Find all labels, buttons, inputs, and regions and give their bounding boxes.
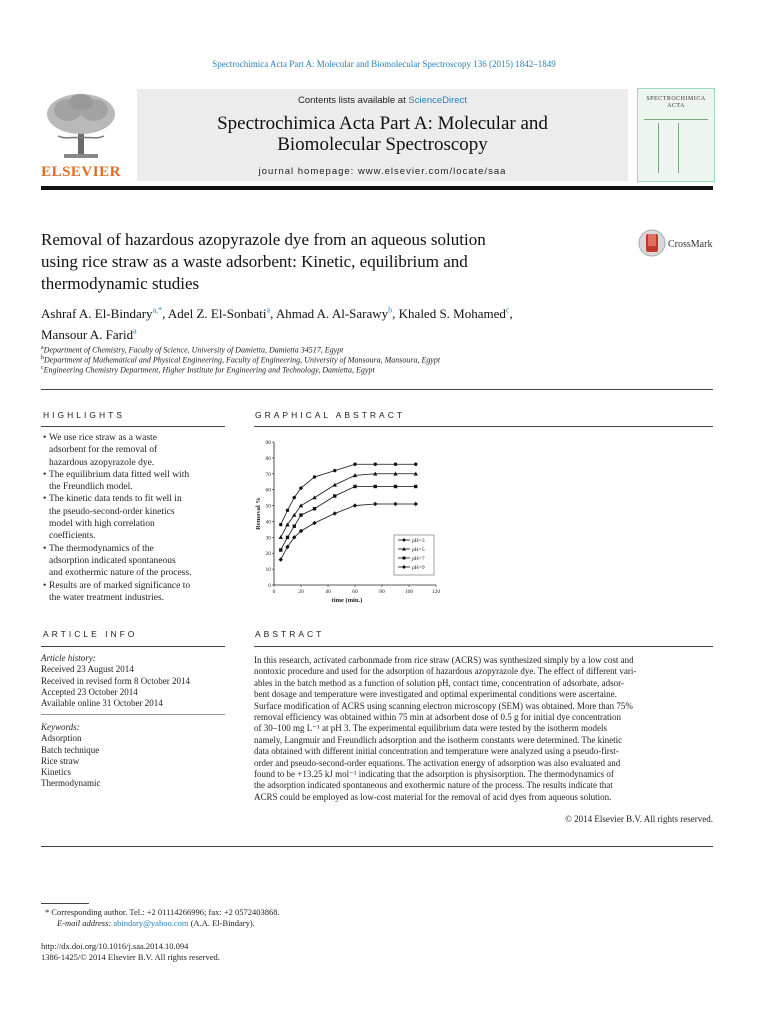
keyword: Adsorption	[41, 733, 82, 744]
data-point-pH=9	[312, 521, 316, 525]
article-history	[41, 653, 231, 709]
y-tick-label: 50	[265, 503, 271, 510]
data-point-pH=7	[279, 548, 282, 551]
corresponding-author-note	[45, 907, 280, 918]
data-point-pH=9	[333, 511, 337, 515]
abstract-line: removal efficiency was obtained within 75 min at adsorbent dose of 0.5 g for initial dye concentration	[254, 712, 621, 723]
email-note	[57, 918, 255, 929]
divider	[254, 646, 713, 647]
title-line-3: thermodynamic studies	[41, 274, 200, 293]
divider	[41, 389, 713, 390]
abstract-line: bent dosage and temperature were investigated and optimal experimental conditions were ascertaine.	[254, 689, 617, 700]
data-point-pH=9	[279, 557, 283, 561]
keyword: Kinetics	[41, 767, 71, 778]
y-tick-label: 70	[265, 471, 271, 478]
keyword: Thermodynamic	[41, 778, 101, 789]
data-point-pH=9	[373, 502, 377, 506]
abstract-line: found to be +13.25 kJ mol⁻¹ indicating that the adsorption is physisorption. The thermodynamics of	[254, 769, 614, 780]
author-5[interactable]	[41, 327, 137, 342]
divider	[41, 714, 225, 715]
abstract-copyright: © 2014 Elsevier B.V. All rights reserved.	[565, 814, 713, 824]
author-list	[41, 302, 641, 343]
highlight-line: the pseudo-second-order kinetics	[49, 506, 175, 517]
author-1[interactable]	[41, 306, 168, 321]
affiliation-mark: b	[41, 355, 44, 361]
abstract-line: order and pseudo-second-order equations. The activation energy of adsorption was also evaluated and	[254, 757, 621, 768]
x-tick-label: 120	[431, 589, 441, 595]
data-point-pH=5	[312, 495, 316, 499]
affiliation-a	[41, 345, 343, 355]
article-info-heading: ARTICLE INFO	[43, 629, 138, 639]
data-point-pH=7	[333, 494, 336, 497]
legend-marker	[403, 557, 406, 560]
data-point-pH=5	[279, 535, 283, 539]
history-item: Received in revised form 8 October 2014	[41, 675, 190, 686]
x-tick-label: 60	[352, 589, 358, 595]
highlight-line: hazardous azopyrazole dye.	[49, 457, 155, 468]
author-name: Ashraf A. El-Bindary	[41, 306, 153, 322]
highlight-line: The kinetic data tends to fit well in	[49, 494, 182, 505]
title-line-1: Removal of hazardous azopyrazole dye from an aqueous solution	[41, 230, 486, 249]
affiliation-mark: a	[41, 345, 44, 351]
journal-homepage[interactable]: journal homepage: www.elsevier.com/locate/saa	[258, 166, 507, 177]
sciencedirect-link[interactable]: ScienceDirect	[408, 95, 467, 106]
header-rule	[41, 186, 713, 190]
author-sep: ,	[270, 306, 276, 322]
email-suffix: (A.A. El-Bindary).	[190, 918, 255, 928]
journal-citation[interactable]: Spectrochimica Acta Part A: Molecular and Biomolecular Spectroscopy 136 (2015) 1842–1849	[212, 59, 556, 69]
data-point-pH=3	[293, 496, 296, 499]
divider	[41, 846, 713, 847]
author-affil-mark: b	[388, 306, 393, 315]
author-affil-mark: a	[133, 326, 137, 336]
x-tick-label: 20	[298, 589, 304, 595]
y-tick-label: 90	[265, 440, 271, 446]
issn-line: 1386-1425/© 2014 Elsevier B.V. All rights reserved.	[41, 952, 220, 962]
x-tick-label: 0	[272, 589, 276, 595]
y-axis-label: Removal %	[255, 497, 262, 530]
affiliation-c	[41, 365, 375, 375]
abstract-heading: ABSTRACT	[255, 629, 325, 639]
data-point-pH=3	[414, 463, 417, 466]
abstract-line: of 30–100 mg L⁻¹ at pH 3. The experimental equilibrium data were tested by the isotherm models	[254, 723, 607, 734]
data-point-pH=7	[293, 525, 296, 528]
affiliation-text: Department of Chemistry, Faculty of Science, University of Damietta, Damietta 34517, Egypt	[43, 345, 344, 355]
y-tick-label: 0	[268, 583, 271, 589]
highlight-line: the Freundlich model.	[49, 482, 133, 493]
y-tick-label: 40	[265, 519, 271, 526]
highlight-line: model with high correlation	[49, 519, 155, 530]
x-tick-label: 40	[325, 589, 331, 595]
author-affil-mark: a,*	[152, 306, 163, 315]
asterisk-mark: *	[45, 907, 52, 917]
author-name: Mansour A. Farid	[41, 326, 134, 342]
abstract-line: ACRS could be employed as low-cost material for the removal of acid dyes from aqueous solution.	[254, 791, 612, 802]
history-item: Received 23 August 2014	[41, 664, 134, 675]
data-point-pH=5	[333, 483, 337, 487]
data-point-pH=7	[313, 507, 316, 510]
legend-label: pH=5	[412, 547, 425, 553]
divider	[41, 646, 225, 647]
removal-vs-time-chart	[250, 434, 450, 606]
data-point-pH=9	[414, 502, 418, 506]
abstract-line: Surface modification of ACRS using scanning electron microscopy (SEM) was obtained. More than 75%	[254, 700, 633, 711]
data-point-pH=3	[313, 475, 316, 478]
data-point-pH=3	[374, 463, 377, 466]
author-3[interactable]	[276, 306, 399, 321]
divider	[254, 426, 713, 427]
author-sep: ,	[392, 306, 399, 322]
abstract-line: ables in the batch method as a function of solution pH, contact time, concentration of adsorbate, adsor-	[254, 677, 624, 688]
highlight-line: adsorbent for the removal of	[49, 445, 158, 456]
abstract-line: the adsorption indicated spontaneous and exothermic nature of the process. The results indicate that	[254, 780, 613, 791]
highlights-list	[43, 432, 223, 604]
affiliation-b	[41, 355, 440, 365]
abstract-line: data obtained with different initial concentration and temperature were analyzed using a pseudo-first-	[254, 746, 619, 757]
keyword: Batch technique	[41, 744, 100, 755]
cover-title	[637, 96, 715, 110]
graphical-abstract-heading: GRAPHICAL ABSTRACT	[255, 410, 406, 420]
y-tick-label: 60	[265, 487, 271, 494]
highlight-item	[43, 543, 223, 580]
footnote-rule	[41, 903, 89, 904]
data-point-pH=3	[286, 509, 289, 512]
journal-title	[137, 113, 628, 155]
history-item: Accepted 23 October 2014	[41, 686, 138, 697]
graphical-abstract-chart	[250, 434, 450, 606]
author-name: Adel Z. El-Sonbati	[167, 306, 267, 322]
crossmark-label: CrossMark	[668, 239, 713, 250]
highlight-item	[43, 493, 223, 542]
highlight-item	[43, 469, 223, 494]
corresponding-text: Corresponding author. Tel.: +2 01114266996; fax: +2 0572403868.	[51, 907, 280, 917]
data-point-pH=9	[393, 502, 397, 506]
abstract-body	[254, 655, 713, 803]
highlight-item	[43, 432, 223, 469]
email-link[interactable]: abindary@yahoo.com	[113, 918, 189, 928]
divider	[41, 426, 225, 427]
affiliation-text: Department of Mathematical and Physical Engineering, Faculty of Engineering, University of Mansoura, Mansoura, Egypt	[44, 355, 441, 365]
data-point-pH=7	[394, 485, 397, 488]
keywords	[41, 722, 231, 790]
author-sep: ,	[509, 306, 513, 322]
highlight-line: coefficients.	[49, 531, 96, 542]
affiliation-text: Engineering Chemistry Department, Higher Institute for Engineering and Technology, Damietta, Egypt	[43, 365, 375, 375]
x-axis-label: time (min.)	[331, 597, 363, 604]
affiliation-mark: c	[41, 365, 44, 371]
highlights-heading: HIGHLIGHTS	[43, 410, 125, 420]
y-tick-label: 20	[265, 551, 271, 558]
abstract-line: In this research, activated carbonmade from rice straw (ACRS) was synthesized simply by a low cost and	[254, 655, 634, 665]
highlight-item	[43, 580, 223, 605]
data-point-pH=7	[374, 485, 377, 488]
cover-title-line-1: SPECTROCHIMICA	[646, 96, 706, 102]
contents-line	[137, 95, 628, 106]
legend-label: pH=9	[412, 565, 425, 571]
highlight-line: The thermodynamics of the	[49, 543, 154, 554]
data-point-pH=7	[286, 536, 289, 539]
article-history-label: Article history:	[41, 653, 96, 663]
data-point-pH=3	[333, 469, 336, 472]
paper-title	[41, 229, 601, 295]
y-tick-label: 80	[265, 455, 271, 462]
data-point-pH=5	[299, 503, 303, 507]
highlight-line: We use rice straw as a waste	[49, 433, 157, 443]
data-point-pH=3	[299, 486, 302, 489]
contents-prefix: Contents lists available at	[298, 95, 409, 106]
author-name: Ahmad A. Al-Sarawy	[275, 306, 389, 322]
data-point-pH=7	[299, 513, 302, 516]
author-4[interactable]	[399, 306, 513, 321]
author-2[interactable]	[168, 306, 276, 321]
data-point-pH=3	[353, 463, 356, 466]
keywords-label: Keywords:	[41, 722, 80, 732]
data-point-pH=9	[353, 503, 357, 507]
data-point-pH=3	[394, 463, 397, 466]
highlight-line: the water treatment industries.	[49, 592, 165, 603]
legend-label: pH=3	[412, 538, 425, 544]
keyword: Rice straw	[41, 755, 80, 766]
history-item: Available online 31 October 2014	[41, 698, 163, 709]
data-point-pH=7	[414, 485, 417, 488]
author-affil-mark: c	[505, 306, 510, 315]
y-tick-label: 10	[265, 567, 271, 574]
legend-marker	[403, 539, 406, 542]
email-label: E-mail address:	[57, 918, 112, 928]
data-point-pH=7	[353, 485, 356, 488]
abstract-line: nontoxic procedure and used for the adsorption of hazardous azopyrazole dye. The effect of different vari-	[254, 666, 637, 677]
cover-title-line-2: ACTA	[667, 103, 685, 109]
crossmark-badge[interactable]	[638, 228, 718, 258]
x-tick-label: 80	[379, 589, 385, 595]
title-line-2: using rice straw as a waste adsorbent: Kinetic, equilibrium and	[41, 252, 468, 271]
author-affil-mark: a	[266, 306, 271, 315]
author-name: Khaled S. Mohamed	[398, 306, 506, 322]
x-tick-label: 100	[404, 589, 414, 595]
doi-link[interactable]: http://dx.doi.org/10.1016/j.saa.2014.10.094	[41, 941, 189, 951]
y-tick-label: 30	[265, 535, 271, 542]
elsevier-logo-text: ELSEVIER	[41, 164, 121, 180]
data-point-pH=3	[279, 523, 282, 526]
legend-label: pH=7	[412, 556, 425, 562]
highlight-line: Results are of marked significance to	[49, 580, 191, 591]
highlight-line: adsorption indicated spontaneous	[49, 555, 176, 566]
journal-title-line-1: Spectrochimica Acta Part A: Molecular and	[217, 113, 548, 134]
journal-title-line-2: Biomolecular Spectroscopy	[277, 134, 488, 155]
highlight-line: The equilibrium data fitted well with	[49, 469, 190, 480]
abstract-line: namely, Langmuir and Freundlich adsorption and the isotherm constants were determined. The kinetic	[254, 734, 623, 745]
highlight-line: and exothermic nature of the process.	[49, 568, 192, 579]
author-sep: ,	[162, 306, 168, 322]
